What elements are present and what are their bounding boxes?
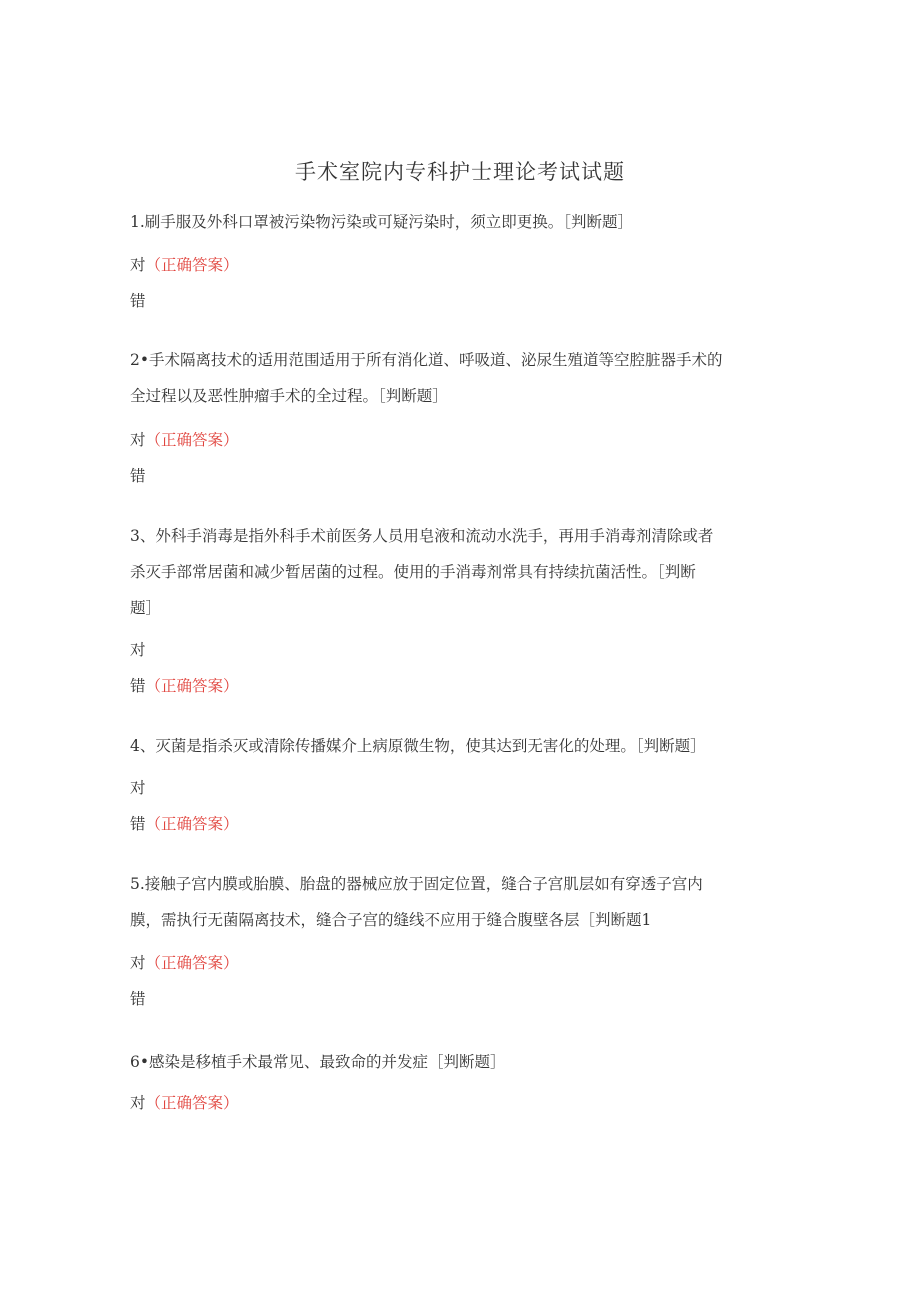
- question-3-text-line-3: 题］: [130, 599, 162, 617]
- option-label: 错: [130, 292, 146, 310]
- question-2-option-false: [130, 464, 790, 488]
- question-6-option-true: [130, 1091, 790, 1115]
- question-1-option-false: [130, 289, 790, 313]
- question-4-option-false: [130, 812, 790, 836]
- correct-answer-marker: （正确答案）: [145, 815, 239, 833]
- correct-answer-marker: （正确答案）: [145, 431, 239, 449]
- question-1-option-true: [130, 253, 790, 277]
- question-5-text-line-2: 膜，需执行无菌隔离技术，缝合子宫的缝线不应用于缝合腹壁各层［判断题1: [130, 911, 652, 929]
- question-5-text-line-1: 5.接触子宫内膜或胎膜、胎盘的器械应放于固定位置，缝合子宫肌层如有穿透子宫内: [130, 875, 703, 893]
- option-label: 错: [130, 677, 146, 695]
- question-2-text-line-1: 2•手术隔离技术的适用范围适用于所有消化道、呼吸道、泌尿生殖道等空腔脏器手术的: [130, 351, 723, 369]
- question-3-option-true: [130, 638, 790, 662]
- option-label: 错: [130, 990, 146, 1008]
- option-label: 错: [130, 815, 146, 833]
- question-2-option-true: [130, 428, 790, 452]
- question-4-option-true: [130, 776, 790, 800]
- correct-answer-marker: （正确答案）: [145, 256, 239, 274]
- option-label: 对: [130, 779, 146, 797]
- question-3-option-false: [130, 674, 790, 698]
- question-4-text: 4、灭菌是指杀灭或清除传播媒介上病原微生物，使其达到无害化的处理。［判断题］: [130, 737, 706, 755]
- question-2-text-line-2: 全过程以及恶性肿瘤手术的全过程。［判断题］: [130, 387, 448, 405]
- question-1-text: 1.刷手服及外科口罩被污染物污染或可疑污染时，须立即更换。［判断题］: [130, 213, 634, 231]
- option-label: 对: [130, 256, 146, 274]
- question-5-option-true: [130, 951, 790, 975]
- option-label: 对: [130, 641, 146, 659]
- option-label: 对: [130, 431, 146, 449]
- correct-answer-marker: （正确答案）: [145, 954, 239, 972]
- option-label: 错: [130, 467, 146, 485]
- correct-answer-marker: （正确答案）: [145, 1094, 239, 1112]
- question-6-text: 6•感染是移植手术最常见、最致命的并发症［判断题］: [130, 1053, 506, 1071]
- correct-answer-marker: （正确答案）: [145, 677, 239, 695]
- question-3-text-line-1: 3、外科手消毒是指外科手术前医务人员用皂液和流动水洗手，再用手消毒剂清除或者: [130, 527, 714, 545]
- option-label: 对: [130, 1094, 146, 1112]
- question-3-text-line-2: 杀灭手部常居菌和减少暂居菌的过程。使用的手消毒剂常具有持续抗菌活性。［判断: [130, 563, 696, 581]
- question-5-option-false: [130, 987, 790, 1011]
- page-title: 手术室院内专科护士理论考试试题: [295, 160, 625, 184]
- option-label: 对: [130, 954, 146, 972]
